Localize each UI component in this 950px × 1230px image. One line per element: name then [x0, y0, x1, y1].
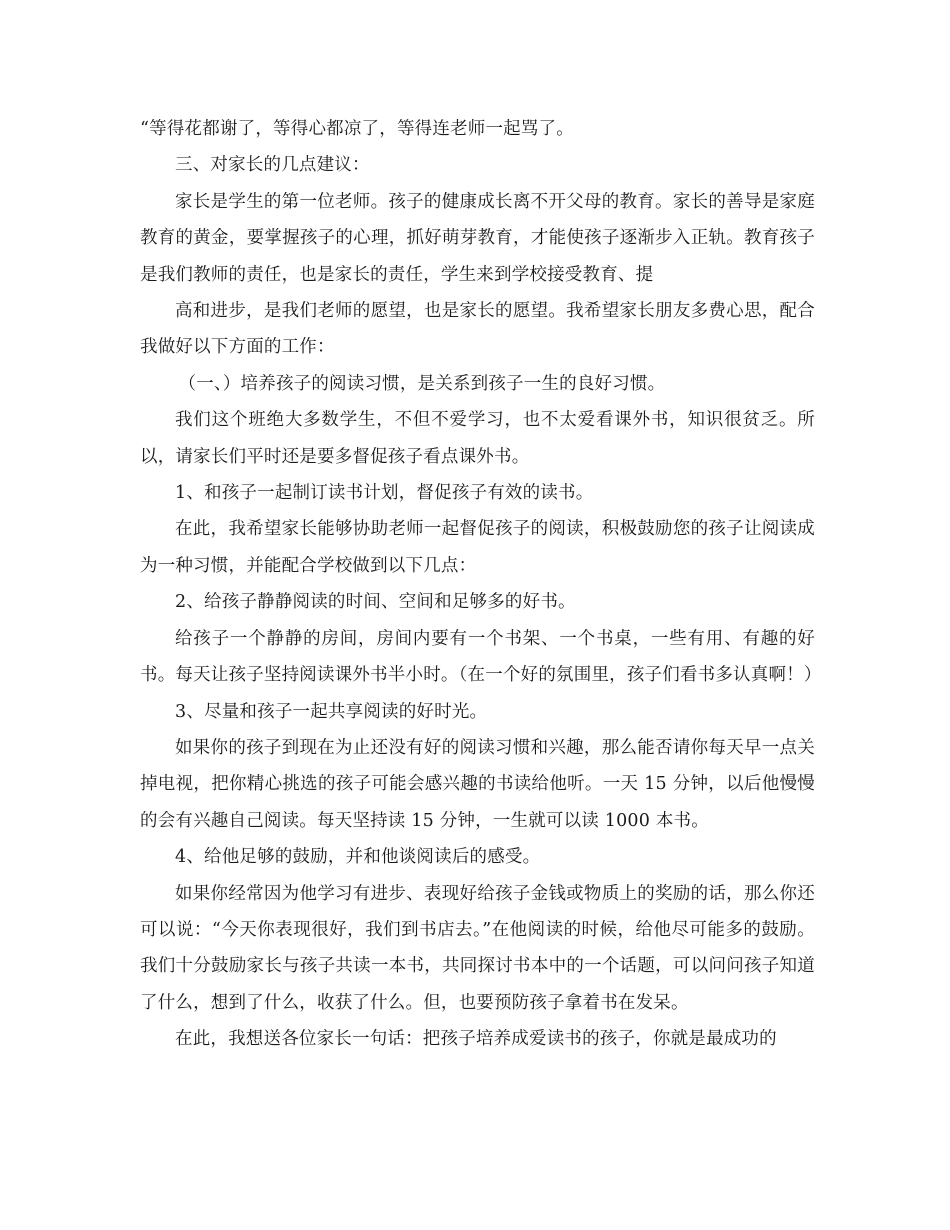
item-2-heading: 2、给孩子静静阅读的时间、空间和足够多的好书。: [175, 592, 576, 613]
item-3-heading: 3、尽量和孩子一起共享阅读的好时光。: [175, 701, 488, 722]
section-heading-parent-suggestions: 三、对家长的几点建议：: [175, 155, 370, 176]
item-1-heading: 1、和孩子一起制订读书计划，督促孩子有效的读书。: [175, 483, 594, 504]
paragraph-item-1-body: 在此，我希望家长能够协助老师一起督促孩子的阅读，积极鼓励您的孩子让阅读成为一种习惯，并能配合学校做到以下几点：: [140, 519, 815, 576]
paragraph-item-2-body: 给孩子一个静静的房间，房间内要有一个书架、一个书桌，一些有用、有趣的好书。每天让孩子坚持阅读课外书半小时。（在一个好的氛围里，孩子们看书多认真啊！）: [140, 628, 822, 686]
paragraph-parent-first-teacher: 家长是学生的第一位老师。孩子的健康成长离不开父母的教育。家长的善导是家庭教育的黄金，要掌握孩子的心理，抓好萌芽教育，才能使孩子逐渐步入正轨。教育孩子是我们教师的责任，也是家长的责任，学生来到学校接受教育、提: [140, 191, 815, 285]
paragraph-opening-quote: “等得花都谢了，等得心都凉了，等得连老师一起骂了。: [140, 119, 574, 139]
paragraph-item-3-body: 如果你的孩子到现在为止还没有好的阅读习惯和兴趣，那么能否请你每天早一点关掉电视，把你精心挑选的孩子可能会感兴趣的书读给他听。一天 15 分钟，以后他慢慢的会有兴趣自己阅读。每天坚持读 15 分钟，一生就可以读 1000 本书。: [140, 737, 815, 831]
paragraph-item-4-body: 如果你经常因为他学习有进步、表现好给孩子金钱或物质上的奖励的话，那么你还可以说：“今天你表现很好，我们到书店去。”在他阅读的时候，给他尽可能多的鼓励。我们十分鼓励家长与孩子共读一本书，共同探讨书本中的一个话题，可以问问孩子知道了什么，想到了什么，收获了什么。但，也要预防孩子拿着书在发呆。: [140, 883, 815, 1013]
item-4-heading: 4、给他足够的鼓励，并和他谈阅读后的感受。: [175, 847, 541, 868]
paragraph-progress-wish: 高和进步，是我们老师的愿望，也是家长的愿望。我希望家长朋友多费心思，配合我做好以下方面的工作：: [140, 301, 815, 358]
paragraph-closing: 在此，我想送各位家长一句话：把孩子培养成爱读书的孩子，你就是最成功的: [175, 1029, 777, 1050]
subheading-reading-habit: （一、）培养孩子的阅读习惯，是关系到孩子一生的良好习惯。: [178, 373, 666, 394]
paragraph-class-situation: 我们这个班绝大多数学生，不但不爱学习，也不太爱看课外书，知识很贫乏。所以，请家长们平时还是要多督促孩子看点课外书。: [140, 410, 815, 467]
document-body: [140, 111, 822, 1058]
